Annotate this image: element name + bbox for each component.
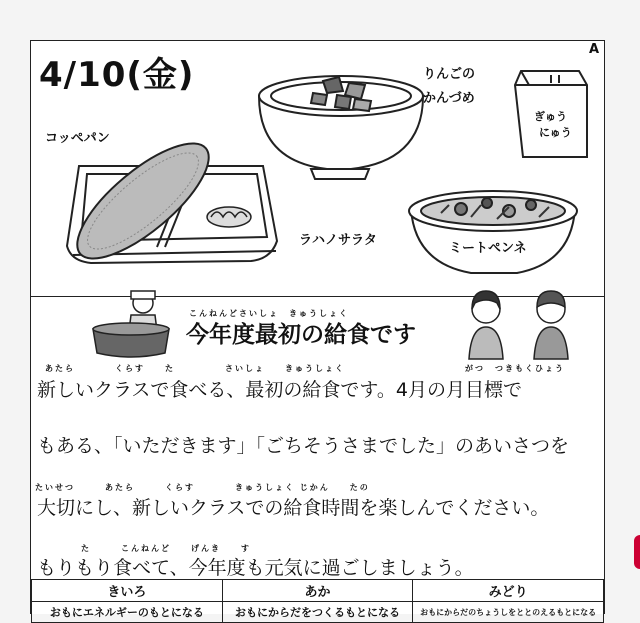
message-line-2: もある、「いただきます」「ごちそうさまでした」のあいさつを (37, 435, 570, 457)
milk-label-line2: にゅう (539, 126, 572, 139)
legend-header-yellow: きいろ (32, 580, 223, 602)
student-girl-icon (469, 291, 503, 359)
legend-header-red: あか (222, 580, 413, 602)
message-title: 今年度最初の給食です (186, 322, 416, 348)
legend-header-green: みどり (413, 580, 604, 602)
menu-sheet (30, 40, 605, 619)
menu-date: 4/10(金) (39, 55, 195, 95)
message-line-4: もりもり食べて、今年度も元気に過ごしましょう。 (37, 557, 474, 579)
line1-ruby: あたら くらす た さいしょ きゅうしょく がつ つきもくひょう (45, 364, 565, 373)
corner-mark: A (588, 42, 599, 57)
food-group-legend (31, 579, 604, 623)
apple-label-line1: りんごの (423, 67, 476, 82)
cook-pot-icon (93, 291, 169, 357)
side-tab-edge (634, 535, 640, 569)
legend-desc-green: おもにからだのちょうしをととのえるもとになる (413, 602, 604, 623)
bread-label: コッペパン (45, 131, 110, 146)
milk-label-line1: ぎゅう (534, 110, 567, 123)
message-line-1: 新しいクラスで食べる、最初の給食です。4月の月目標で (37, 379, 522, 401)
line3-ruby: たいせつ あたら くらす きゅうしょく じかん たの (35, 483, 370, 492)
message-line-3: 大切にし、新しいクラスでの給食時間を楽しんでください。 (37, 497, 550, 519)
title-ruby: こんねんどさいしょ きゅうしょく (189, 309, 349, 318)
apple-label-line2: かんづめ (423, 91, 475, 106)
student-boy-icon (534, 291, 568, 359)
salad-label: ラハノサラタ (299, 233, 377, 248)
legend-desc-yellow: おもにエネルギーのもとになる (32, 602, 223, 623)
legend-desc-red: おもにからだをつくるもとになる (222, 602, 413, 623)
line4-ruby: た こんねんど げんき す (41, 544, 251, 553)
pasta-label: ミートペンネ (449, 241, 527, 256)
